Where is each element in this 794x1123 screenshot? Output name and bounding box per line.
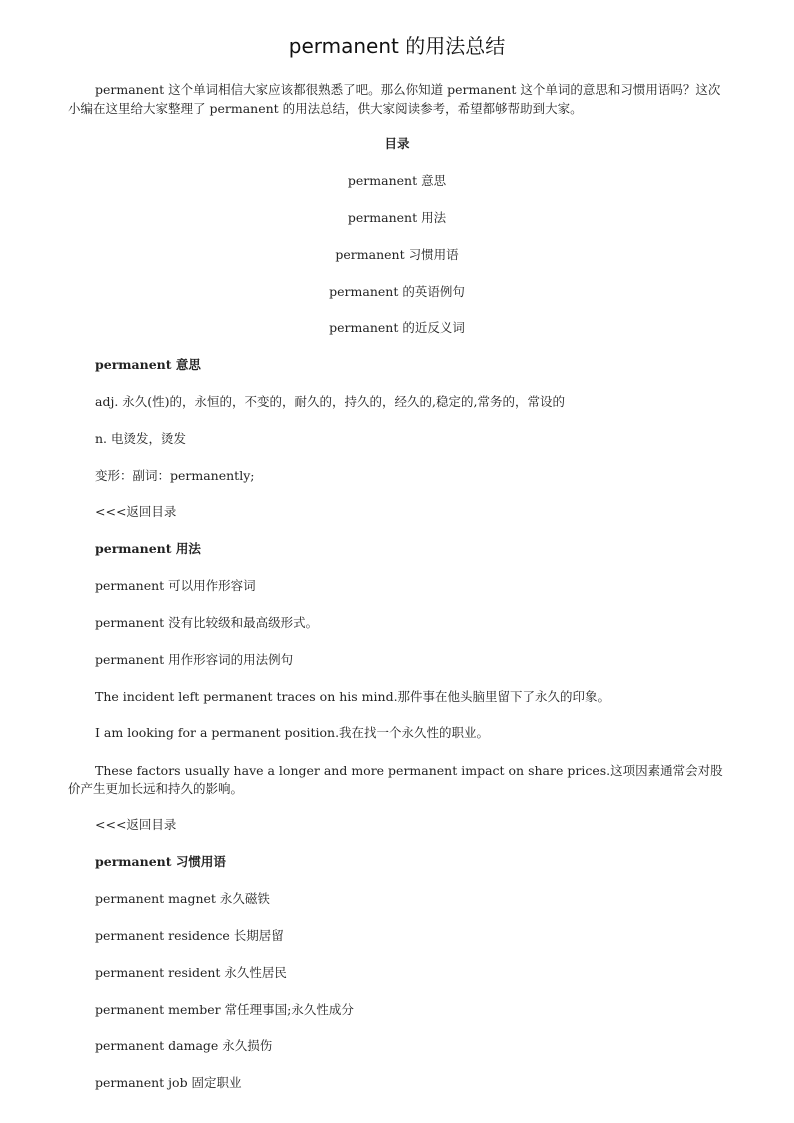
toc-item-meaning[interactable] xyxy=(0,172,794,190)
section-heading-usage: permanent 用法 xyxy=(95,541,201,556)
usage-line: permanent 可以用作形容词 xyxy=(95,578,256,593)
toc-item-usage[interactable] xyxy=(0,209,794,227)
toc-item-synonyms[interactable] xyxy=(0,319,794,337)
idiom-item: permanent job 固定职业 xyxy=(95,1075,242,1090)
idiom-item: permanent damage 永久损伤 xyxy=(95,1038,273,1053)
toc-heading: 目录 xyxy=(384,136,410,151)
toc-item-idioms[interactable] xyxy=(0,246,794,264)
usage-line: permanent 用作形容词的用法例句 xyxy=(95,652,294,667)
toc-link[interactable]: permanent 的英语例句 xyxy=(329,284,465,299)
idiom-item: permanent residence 长期居留 xyxy=(95,928,284,943)
back-to-toc-link[interactable] xyxy=(95,503,176,521)
usage-example: The incident left permanent traces on his mind.那件事在他头脑里留下了永久的印象。 xyxy=(95,689,611,704)
page-title: permanent 的用法总结 xyxy=(288,34,506,58)
idiom-item: permanent resident 永久性居民 xyxy=(95,965,287,980)
usage-long-example: These factors usually have a longer and more permanent impact on share prices.这项因素通常会对股价产生更加长远和持久的影响。 xyxy=(68,763,723,796)
idiom-item: permanent magnet 永久磁铁 xyxy=(95,891,270,906)
meaning-noun: n. 电烫发，烫发 xyxy=(95,431,186,446)
back-link-text[interactable]: <<<返回目录 xyxy=(95,817,177,832)
back-link-text[interactable]: <<<返回目录 xyxy=(95,504,177,519)
toc-link[interactable]: permanent 习惯用语 xyxy=(335,247,459,262)
meaning-adj: adj. 永久(性)的，永恒的，不变的，耐久的，持久的，经久的,稳定的,常务的，常设的 xyxy=(95,394,565,409)
intro-paragraph: permanent 这个单词相信大家应该都很熟悉了吧。那么你知道 permanent 这个单词的意思和习惯用语吗？这次小编在这里给大家整理了 permanent 的用法总结，供大家阅读参考，希望都够帮助到大家。 xyxy=(68,82,721,116)
section-heading-idioms: permanent 习惯用语 xyxy=(95,854,226,869)
usage-line: permanent 没有比较级和最高级形式。 xyxy=(95,615,319,630)
meaning-forms: 变形：副词：permanently; xyxy=(95,468,255,483)
toc-item-examples[interactable] xyxy=(0,283,794,301)
toc-link[interactable]: permanent 用法 xyxy=(347,210,447,225)
toc-link[interactable]: permanent 的近反义词 xyxy=(329,320,465,335)
idiom-item: permanent member 常任理事国;永久性成分 xyxy=(95,1002,354,1017)
back-to-toc-link[interactable] xyxy=(95,816,176,834)
toc-link[interactable]: permanent 意思 xyxy=(347,173,447,188)
section-heading-meaning: permanent 意思 xyxy=(95,357,201,372)
usage-example: I am looking for a permanent position.我在找一个永久性的职业。 xyxy=(95,725,490,740)
